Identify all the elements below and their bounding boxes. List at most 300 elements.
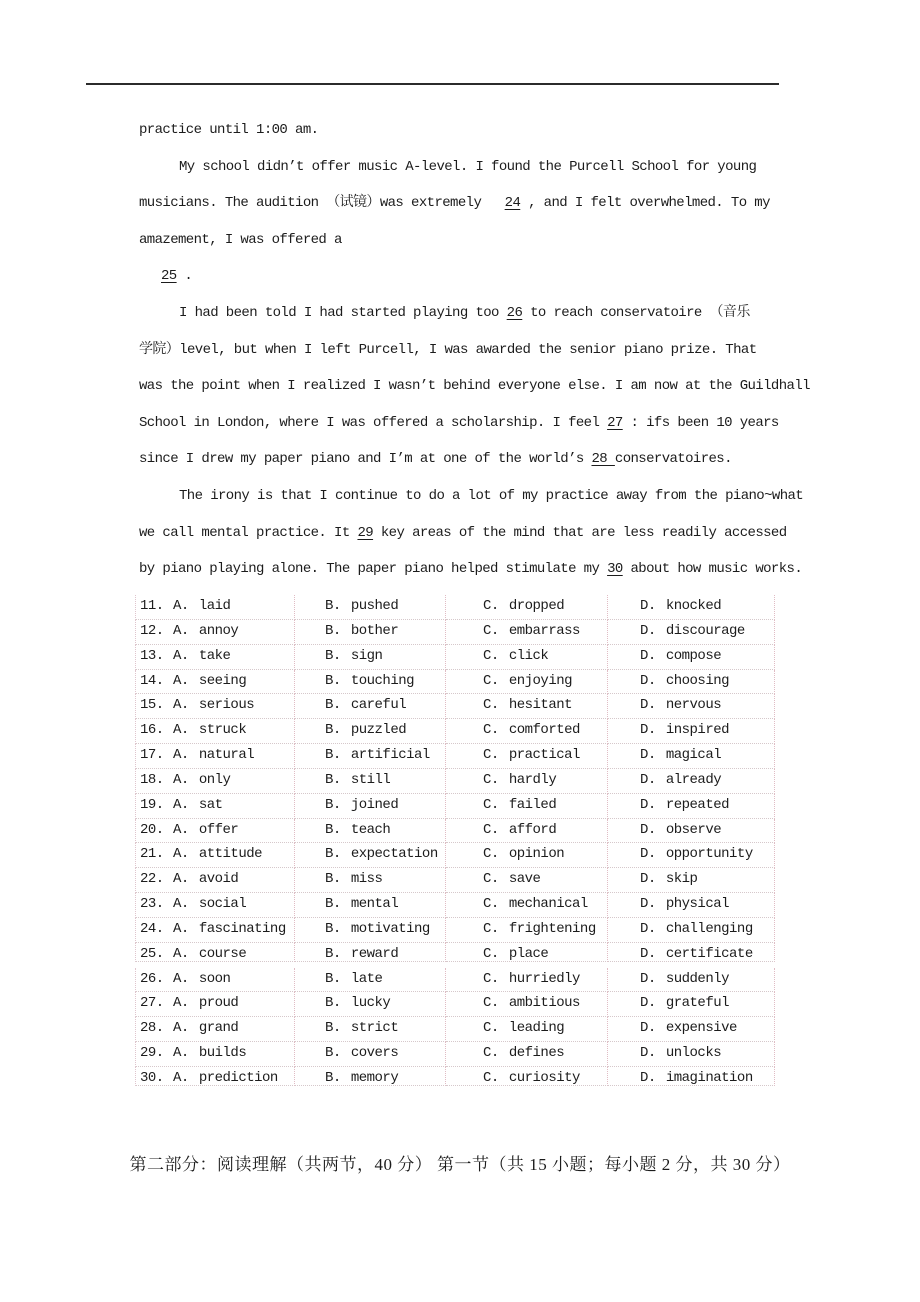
passage-text: musicians. The audition （试镜）was extremely xyxy=(139,195,505,212)
option-row xyxy=(135,968,783,993)
option-cell-d xyxy=(608,595,775,620)
option-letter: D. xyxy=(640,598,656,614)
option-letter: D. xyxy=(640,896,656,913)
option-letter: A. xyxy=(173,747,189,764)
option-letter: D. xyxy=(640,821,656,838)
option-cell-a xyxy=(135,670,295,695)
passage-text: My school didn’t offer music A-level. I found the Purcell School for young xyxy=(179,158,757,175)
option-cell-c xyxy=(446,645,608,670)
passage-text: was the point when I realized I wasn’t behind everyone else. I am now at the Guildhall xyxy=(139,378,810,395)
option-row xyxy=(135,819,783,844)
option-word: mental xyxy=(350,896,399,913)
passage-line xyxy=(139,405,829,442)
option-word: skip xyxy=(665,871,698,888)
option-word: mechanical xyxy=(508,896,588,913)
option-cell-c xyxy=(446,1017,608,1042)
option-row xyxy=(135,1017,783,1042)
option-row xyxy=(135,645,783,670)
option-word: teach xyxy=(350,821,391,838)
option-word: miss xyxy=(350,871,383,888)
option-cell-d xyxy=(608,620,775,645)
option-cell-c xyxy=(446,744,608,769)
option-cell-d xyxy=(608,744,775,769)
option-cell-c xyxy=(446,694,608,719)
question-number: 26. xyxy=(140,970,164,987)
option-letter: C. xyxy=(483,846,499,863)
passage-text: since I drew my paper piano and I’m at one of the world’s xyxy=(139,451,592,468)
option-word: still xyxy=(350,771,391,788)
option-row xyxy=(135,918,783,943)
option-letter: A. xyxy=(173,871,189,888)
option-word: discourage xyxy=(665,622,745,639)
option-letter: B. xyxy=(325,920,341,937)
option-letter: A. xyxy=(173,945,189,962)
option-row xyxy=(135,769,783,794)
option-cell-d xyxy=(608,918,775,943)
option-cell-b xyxy=(295,819,446,844)
option-word: social xyxy=(198,896,247,913)
option-cell-a xyxy=(135,992,295,1017)
option-word: struck xyxy=(198,722,247,739)
option-row xyxy=(135,719,783,744)
option-letter: D. xyxy=(640,945,656,962)
passage-line xyxy=(139,441,829,478)
cloze-blank: 25 xyxy=(161,268,177,285)
option-word: knocked xyxy=(665,598,722,614)
option-letter: B. xyxy=(325,697,341,714)
option-word: embarrass xyxy=(508,622,580,639)
option-cell-c xyxy=(446,893,608,918)
option-word: afford xyxy=(508,821,557,838)
section-footer: 第二部分：阅读理解（共两节，40 分） 第一节（共 15 小题；每小题 2 分，共 30 分） xyxy=(129,1155,791,1174)
option-cell-b xyxy=(295,694,446,719)
cloze-blank: 27 xyxy=(607,414,623,431)
option-word: sign xyxy=(350,647,383,664)
option-letter: D. xyxy=(640,920,656,937)
option-letter: A. xyxy=(173,920,189,937)
option-word: reward xyxy=(350,945,399,962)
option-letter: D. xyxy=(640,1045,656,1062)
option-letter: C. xyxy=(483,722,499,739)
option-word: sat xyxy=(198,796,223,813)
option-word: frightening xyxy=(508,920,596,937)
option-word: bother xyxy=(350,622,399,639)
option-cell-b xyxy=(295,943,446,962)
option-letter: C. xyxy=(483,945,499,962)
option-cell-a xyxy=(135,1017,295,1042)
option-cell-d xyxy=(608,893,775,918)
option-word: place xyxy=(508,945,549,962)
question-number: 17. xyxy=(140,747,164,764)
option-letter: D. xyxy=(640,771,656,788)
option-cell-b xyxy=(295,769,446,794)
option-cell-a xyxy=(135,694,295,719)
option-cell-c xyxy=(446,595,608,620)
option-letter: C. xyxy=(483,970,499,987)
option-letter: A. xyxy=(173,647,189,664)
question-number: 25. xyxy=(140,945,164,962)
option-letter: C. xyxy=(483,672,499,689)
option-word: joined xyxy=(350,796,399,813)
passage-line xyxy=(139,258,829,295)
option-word: imagination xyxy=(665,1069,753,1086)
option-cell-c xyxy=(446,769,608,794)
option-cell-b xyxy=(295,893,446,918)
option-cell-a xyxy=(135,595,295,620)
option-letter: A. xyxy=(173,1045,189,1062)
option-letter: C. xyxy=(483,896,499,913)
option-cell-d xyxy=(608,868,775,893)
option-word: observe xyxy=(665,821,722,838)
option-cell-b xyxy=(295,1067,446,1086)
option-cell-d xyxy=(608,645,775,670)
option-word: hurriedly xyxy=(508,970,580,987)
option-row xyxy=(135,670,783,695)
option-word: suddenly xyxy=(665,970,730,987)
option-cell-a xyxy=(135,868,295,893)
question-number: 13. xyxy=(140,647,164,664)
option-cell-a xyxy=(135,943,295,962)
option-letter: D. xyxy=(640,846,656,863)
option-word: fascinating xyxy=(198,920,286,937)
option-word: course xyxy=(198,945,247,962)
question-number: 14. xyxy=(140,672,164,689)
question-number: 21. xyxy=(140,846,164,863)
option-cell-d xyxy=(608,1067,775,1086)
passage-text: 学院）level, but when I left Purcell, I was awarded the senior piano prize. That xyxy=(139,341,757,358)
option-row xyxy=(135,794,783,819)
option-letter: D. xyxy=(640,871,656,888)
option-letter: D. xyxy=(640,970,656,987)
option-cell-d xyxy=(608,670,775,695)
question-number: 24. xyxy=(140,920,164,937)
option-cell-a xyxy=(135,968,295,993)
option-cell-d xyxy=(608,719,775,744)
question-number: 23. xyxy=(140,896,164,913)
option-word: prediction xyxy=(198,1069,278,1086)
option-letter: B. xyxy=(325,747,341,764)
option-letter: A. xyxy=(173,598,189,614)
option-letter: B. xyxy=(325,1045,341,1062)
option-word: expectation xyxy=(350,846,438,863)
cloze-passage xyxy=(139,112,829,588)
option-letter: C. xyxy=(483,598,499,614)
option-cell-c xyxy=(446,992,608,1017)
option-letter: C. xyxy=(483,796,499,813)
option-word: hesitant xyxy=(508,697,573,714)
option-cell-a xyxy=(135,645,295,670)
option-letter: B. xyxy=(325,622,341,639)
option-word: annoy xyxy=(198,622,239,639)
option-word: builds xyxy=(198,1045,247,1062)
cloze-blank: 26 xyxy=(506,304,523,321)
option-letter: B. xyxy=(325,722,341,739)
option-letter: C. xyxy=(483,821,499,838)
option-word: offer xyxy=(198,821,239,838)
option-word: repeated xyxy=(665,796,730,813)
passage-line xyxy=(139,515,829,552)
option-word: expensive xyxy=(665,1020,737,1037)
option-word: careful xyxy=(350,697,407,714)
horizontal-rule xyxy=(86,83,779,85)
option-letter: C. xyxy=(483,771,499,788)
option-cell-d xyxy=(608,694,775,719)
option-cell-d xyxy=(608,1017,775,1042)
option-row xyxy=(135,744,783,769)
option-row xyxy=(135,620,783,645)
question-number: 19. xyxy=(140,796,164,813)
option-letter: B. xyxy=(325,1020,341,1037)
passage-line xyxy=(139,332,829,369)
cloze-blank: 30 xyxy=(607,561,623,578)
question-number: 28. xyxy=(140,1020,164,1037)
option-word: click xyxy=(508,647,549,664)
option-letter: B. xyxy=(325,672,341,689)
option-letter: A. xyxy=(173,896,189,913)
option-row xyxy=(135,1067,783,1086)
passage-text: we call mental practice. It xyxy=(139,524,358,541)
option-cell-d xyxy=(608,968,775,993)
option-word: natural xyxy=(198,747,255,764)
option-letter: B. xyxy=(325,871,341,888)
option-cell-d xyxy=(608,943,775,962)
option-cell-a xyxy=(135,1067,295,1086)
option-word: failed xyxy=(508,796,557,813)
option-word: take xyxy=(198,647,231,664)
option-row xyxy=(135,943,783,962)
question-number: 20. xyxy=(140,821,164,838)
option-letter: D. xyxy=(640,1069,656,1086)
option-row xyxy=(135,893,783,918)
option-word: leading xyxy=(508,1020,565,1037)
option-cell-c xyxy=(446,943,608,962)
option-word: curiosity xyxy=(508,1069,580,1086)
option-cell-a xyxy=(135,769,295,794)
option-word: avoid xyxy=(198,871,239,888)
option-cell-c xyxy=(446,1042,608,1067)
option-word: choosing xyxy=(665,672,730,689)
option-row xyxy=(135,1042,783,1067)
option-word: defines xyxy=(508,1045,565,1062)
option-word: strict xyxy=(350,1020,399,1037)
option-letter: A. xyxy=(173,1020,189,1037)
option-word: enjoying xyxy=(508,672,573,689)
option-cell-c xyxy=(446,620,608,645)
option-word: magical xyxy=(665,747,722,764)
option-letter: A. xyxy=(173,622,189,639)
option-word: certificate xyxy=(665,945,753,962)
passage-line xyxy=(139,295,829,332)
option-word: late xyxy=(350,970,383,987)
passage-line xyxy=(139,149,829,186)
cloze-blank: 24 xyxy=(504,195,521,212)
option-word: ambitious xyxy=(508,995,580,1012)
option-word: inspired xyxy=(665,722,730,739)
option-cell-d xyxy=(608,1042,775,1067)
passage-line xyxy=(139,185,829,222)
option-letter: C. xyxy=(483,697,499,714)
options-table xyxy=(135,595,783,1092)
option-letter: C. xyxy=(483,1069,499,1086)
option-row xyxy=(135,992,783,1017)
cloze-blank: 29 xyxy=(357,524,374,541)
passage-text: to reach conservatoire （音乐 xyxy=(522,304,750,321)
option-letter: B. xyxy=(325,647,341,664)
option-word: opinion xyxy=(508,846,565,863)
question-number: 30. xyxy=(140,1069,164,1086)
option-letter: B. xyxy=(325,995,341,1012)
option-word: laid xyxy=(198,598,231,614)
passage-text: practice until 1:00 am. xyxy=(139,122,319,138)
option-word: dropped xyxy=(508,598,565,614)
option-cell-a xyxy=(135,918,295,943)
option-word: challenging xyxy=(665,920,753,937)
option-row xyxy=(135,694,783,719)
option-cell-a xyxy=(135,819,295,844)
option-cell-a xyxy=(135,843,295,868)
passage-text: School in London, where I was offered a scholarship. I feel xyxy=(139,414,608,431)
passage-text: amazement, I was offered a xyxy=(139,231,342,248)
option-cell-b xyxy=(295,719,446,744)
option-word: serious xyxy=(198,697,255,714)
option-letter: B. xyxy=(325,945,341,962)
option-cell-b xyxy=(295,595,446,620)
option-cell-c xyxy=(446,843,608,868)
option-word: unlocks xyxy=(665,1045,722,1062)
passage-text: The irony is that I continue to do a lot of my practice away from the piano~what xyxy=(179,487,804,504)
option-word: seeing xyxy=(198,672,247,689)
option-letter: B. xyxy=(325,846,341,863)
option-letter: A. xyxy=(173,846,189,863)
passage-text: : ifs been 10 years xyxy=(622,414,779,431)
option-cell-a xyxy=(135,620,295,645)
passage-line xyxy=(139,112,829,149)
option-letter: C. xyxy=(483,647,499,664)
passage-line xyxy=(139,551,829,588)
option-row xyxy=(135,843,783,868)
option-word: motivating xyxy=(350,920,430,937)
option-letter: D. xyxy=(640,647,656,664)
option-cell-c xyxy=(446,819,608,844)
question-number: 15. xyxy=(140,697,164,714)
option-row xyxy=(135,868,783,893)
option-word: opportunity xyxy=(665,846,753,863)
cloze-blank: 28 xyxy=(591,451,615,468)
option-letter: A. xyxy=(173,970,189,987)
option-letter: D. xyxy=(640,722,656,739)
option-cell-b xyxy=(295,868,446,893)
passage-text: . xyxy=(176,268,193,285)
option-letter: C. xyxy=(483,920,499,937)
option-cell-b xyxy=(295,843,446,868)
question-number: 18. xyxy=(140,771,164,788)
option-word: save xyxy=(508,871,541,888)
option-letter: B. xyxy=(325,821,341,838)
option-letter: C. xyxy=(483,995,499,1012)
option-letter: A. xyxy=(173,722,189,739)
option-cell-c xyxy=(446,868,608,893)
option-letter: C. xyxy=(483,747,499,764)
option-letter: D. xyxy=(640,995,656,1012)
option-cell-c xyxy=(446,1067,608,1086)
option-cell-c xyxy=(446,719,608,744)
option-word: artificial xyxy=(350,747,430,764)
option-letter: D. xyxy=(640,622,656,639)
question-number: 29. xyxy=(140,1045,164,1062)
option-letter: B. xyxy=(325,970,341,987)
option-letter: A. xyxy=(173,697,189,714)
option-cell-a xyxy=(135,719,295,744)
option-cell-b xyxy=(295,620,446,645)
question-number: 22. xyxy=(140,871,164,888)
option-cell-d xyxy=(608,769,775,794)
option-letter: D. xyxy=(640,697,656,714)
option-word: memory xyxy=(350,1069,399,1086)
option-letter: C. xyxy=(483,1020,499,1037)
option-letter: B. xyxy=(325,896,341,913)
option-cell-a xyxy=(135,1042,295,1067)
option-letter: C. xyxy=(483,622,499,639)
option-cell-a xyxy=(135,794,295,819)
option-letter: D. xyxy=(640,672,656,689)
option-letter: D. xyxy=(640,796,656,813)
passage-line xyxy=(139,222,829,259)
option-letter: B. xyxy=(325,598,341,614)
option-cell-b xyxy=(295,968,446,993)
option-letter: B. xyxy=(325,771,341,788)
question-number: 27. xyxy=(140,995,164,1012)
option-word: attitude xyxy=(198,846,263,863)
passage-text: , and I felt overwhelmed. To my xyxy=(520,195,770,212)
option-word: already xyxy=(665,771,722,788)
option-word: hardly xyxy=(508,771,557,788)
option-word: proud xyxy=(198,995,239,1012)
passage-text: conservatoires. xyxy=(614,451,732,468)
option-word: grateful xyxy=(665,995,730,1012)
option-cell-b xyxy=(295,1042,446,1067)
option-letter: A. xyxy=(173,821,189,838)
option-letter: D. xyxy=(640,1020,656,1037)
option-cell-d xyxy=(608,992,775,1017)
option-cell-b xyxy=(295,1017,446,1042)
passage-line xyxy=(139,368,829,405)
question-number: 12. xyxy=(140,622,164,639)
option-letter: A. xyxy=(173,796,189,813)
passage-text: I had been told I had started playing too xyxy=(179,304,507,321)
option-letter: A. xyxy=(173,995,189,1012)
option-cell-c xyxy=(446,968,608,993)
passage-text: key areas of the mind that are less readily accessed xyxy=(373,524,787,541)
option-word: covers xyxy=(350,1045,399,1062)
option-cell-a xyxy=(135,744,295,769)
option-cell-b xyxy=(295,744,446,769)
option-word: compose xyxy=(665,647,722,664)
option-letter: C. xyxy=(483,1045,499,1062)
option-cell-c xyxy=(446,794,608,819)
option-word: lucky xyxy=(350,995,391,1012)
option-word: touching xyxy=(350,672,415,689)
option-word: nervous xyxy=(665,697,722,714)
option-word: grand xyxy=(198,1020,239,1037)
option-cell-b xyxy=(295,794,446,819)
option-letter: A. xyxy=(173,1069,189,1086)
option-cell-b xyxy=(295,670,446,695)
option-cell-c xyxy=(446,918,608,943)
question-number: 11. xyxy=(140,598,164,614)
option-word: soon xyxy=(198,970,231,987)
option-word: only xyxy=(198,771,231,788)
option-letter: C. xyxy=(483,871,499,888)
